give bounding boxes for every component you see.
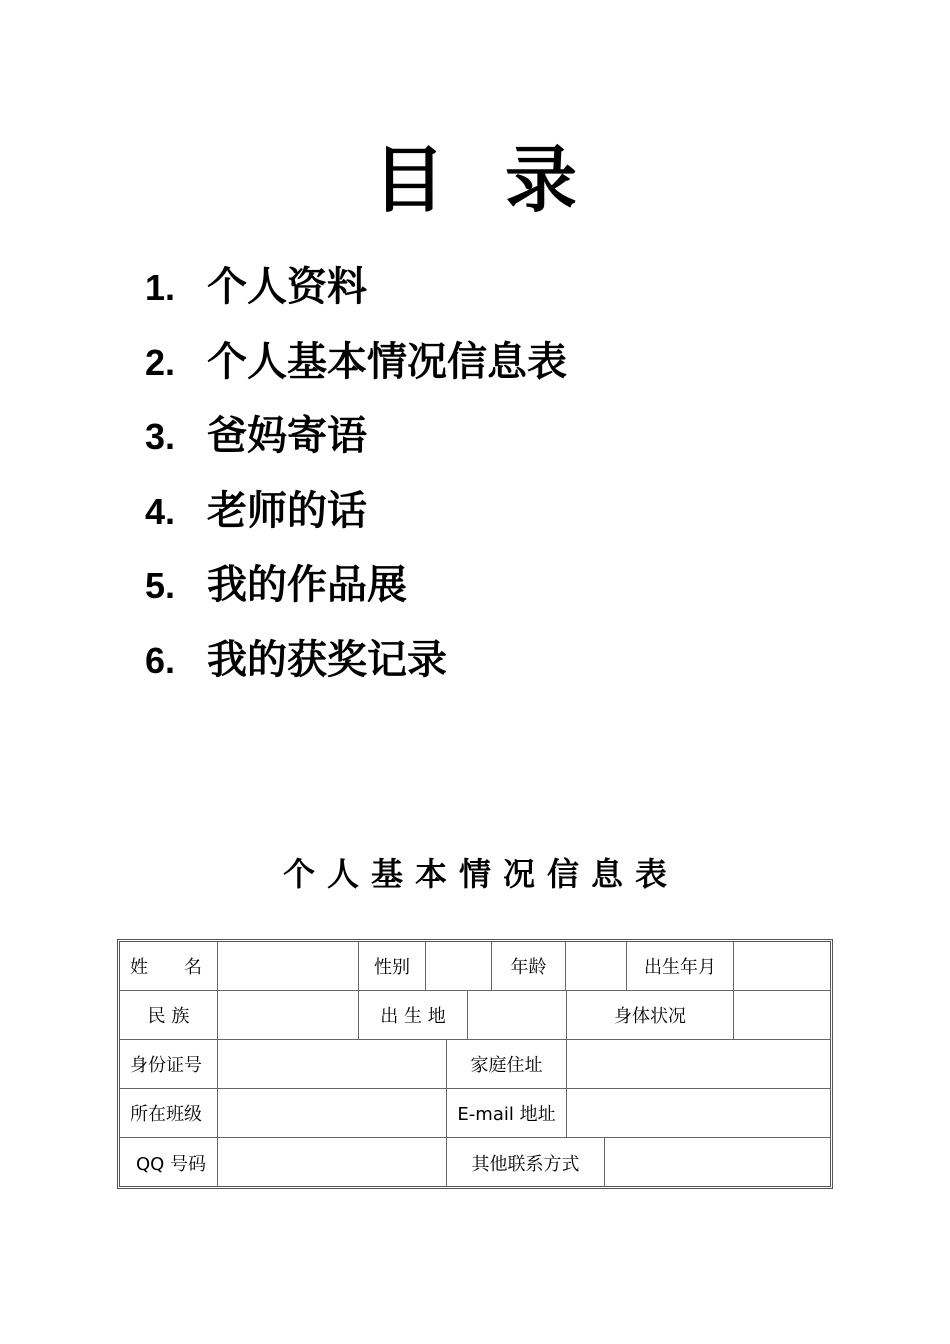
name-value-cell[interactable]: [218, 942, 359, 990]
health-value-cell[interactable]: [734, 991, 830, 1039]
email-value-cell[interactable]: [567, 1089, 830, 1137]
label-ethnicity: 民 族: [120, 991, 218, 1039]
age-value-cell[interactable]: [566, 942, 627, 990]
info-table-title: 个人基本情况信息表: [282, 855, 679, 893]
table-row: [120, 991, 830, 1040]
toc-title: [0, 137, 950, 222]
toc-item-number: 5.: [145, 565, 176, 606]
info-table: [117, 939, 833, 1189]
toc-item-label: 我的作品展: [207, 562, 407, 608]
table-row: [120, 942, 830, 991]
label-birth-date: 出生年月: [627, 942, 734, 990]
other-contact-value-cell[interactable]: [605, 1138, 830, 1187]
class-value-cell[interactable]: [218, 1089, 447, 1137]
toc-item-number: 4.: [145, 490, 176, 532]
toc-item-number: 3.: [145, 416, 176, 457]
label-gender: 性别: [359, 942, 426, 990]
table-row: [120, 1040, 830, 1089]
ethnicity-value-cell[interactable]: [218, 991, 359, 1039]
table-row: [120, 1089, 830, 1138]
label-birthplace: 出 生 地: [359, 991, 468, 1039]
toc-item-label: 个人基本情况信息表: [207, 338, 567, 385]
label-other-contact: 其他联系方式: [447, 1138, 605, 1187]
toc-item: [145, 554, 567, 629]
toc-item-number: 1.: [145, 267, 176, 308]
toc-title-char: 录: [505, 137, 578, 222]
label-home-address: 家庭住址: [447, 1040, 567, 1088]
toc-item: [145, 331, 567, 406]
toc-item: [145, 405, 567, 480]
label-id-number: 身份证号: [120, 1040, 218, 1088]
toc-item-label: 个人资料: [207, 264, 367, 310]
toc-title-char: 目: [372, 137, 445, 222]
toc-item: [145, 256, 567, 331]
birthplace-value-cell[interactable]: [468, 991, 567, 1039]
toc-item-label: 爸妈寄语: [207, 413, 367, 459]
gender-value-cell[interactable]: [426, 942, 492, 990]
label-health: 身体状况: [567, 991, 734, 1039]
birth-date-value-cell[interactable]: [734, 942, 830, 990]
home-address-value-cell[interactable]: [567, 1040, 830, 1088]
toc-item-number: 2.: [145, 341, 176, 383]
toc-item-label: 老师的话: [207, 487, 367, 534]
toc-item-number: 6.: [145, 639, 176, 681]
toc-item: [145, 480, 567, 555]
toc-item: [145, 629, 567, 704]
table-row: [120, 1138, 830, 1187]
label-class: 所在班级: [120, 1089, 218, 1137]
label-qq: QQ 号码: [120, 1138, 218, 1187]
label-name: 姓 名: [120, 942, 218, 990]
id-number-value-cell[interactable]: [218, 1040, 447, 1088]
label-age: 年龄: [492, 942, 566, 990]
qq-value-cell[interactable]: [218, 1138, 447, 1187]
toc-item-label: 我的获奖记录: [207, 636, 447, 683]
label-email: E-mail 地址: [447, 1089, 567, 1137]
toc-list: [145, 256, 567, 703]
